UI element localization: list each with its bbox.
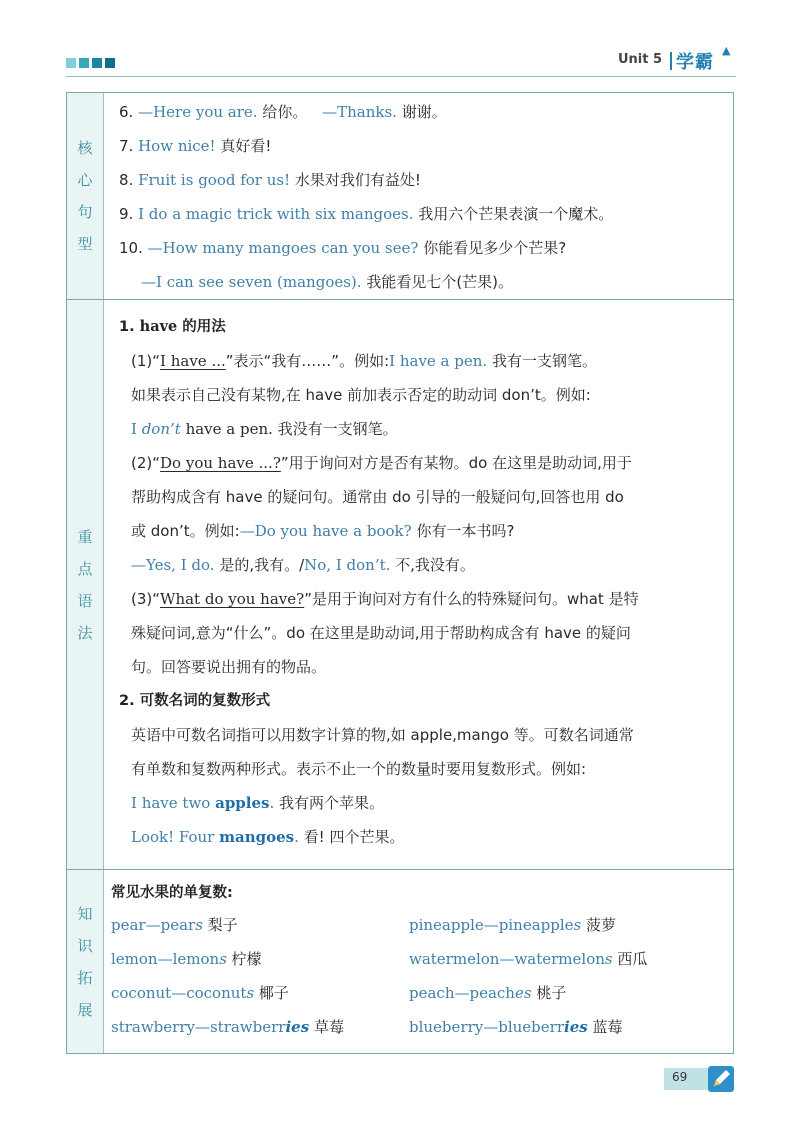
- header-rule: [66, 76, 736, 77]
- example-line: Look! Four mangoes. 看! 四个芒果。: [131, 828, 405, 846]
- example-line: I don’t have a pen. 我没有一支钢笔。: [131, 420, 398, 438]
- grammar-line: (2)“Do you have ...?”用于询问对方是否有某物。do 在这里是助动词,用于: [131, 454, 632, 472]
- grammar-line: 殊疑问词,意为“什么”。do 在这里是助动词,用于帮助构成含有 have 的疑问: [131, 624, 631, 642]
- brand-logo: 学霸: [676, 52, 714, 73]
- fruit-item: pineapple—pineapples 菠萝: [409, 916, 617, 934]
- example-line: I have two apples. 我有两个苹果。: [131, 794, 385, 812]
- grammar-line: 句。回答要说出拥有的物品。: [131, 658, 327, 676]
- sentence-line: 8. Fruit is good for us! 水果对我们有益处!: [119, 171, 421, 189]
- grammar-line: (1)“I have ...”表示“我有……”。例如:I have a pen. 我有一支钢笔。: [131, 352, 597, 370]
- header-square: [66, 58, 76, 68]
- section-label: 重 点 语 法: [67, 300, 104, 869]
- sentence-line: —I can see seven (mangoes). 我能看见七个(芒果)。: [141, 273, 514, 291]
- header-separator: [670, 52, 672, 70]
- example-line: —Yes, I do. 是的,我有。/No, I don’t. 不,我没有。: [131, 556, 475, 574]
- grammar-heading: 1. have 的用法: [119, 318, 226, 335]
- header-square: [105, 58, 115, 68]
- content-table: [66, 92, 734, 1054]
- pencil-icon: [708, 1066, 734, 1092]
- section-key-grammar: [67, 299, 733, 869]
- sentence-line: 9. I do a magic trick with six mangoes. 我用六个芒果表演一个魔术。: [119, 205, 614, 223]
- graduation-cap-icon: ▲: [722, 44, 731, 57]
- sentence-line: 7. How nice! 真好看!: [119, 137, 272, 155]
- section-knowledge-extension: [67, 869, 733, 1053]
- fruit-item: pear—pears 梨子: [111, 916, 238, 934]
- extension-heading: 常见水果的单复数:: [111, 885, 233, 901]
- header-decoration: [66, 58, 115, 68]
- grammar-line: 如果表示自己没有某物,在 have 前加表示否定的助动词 don’t。例如:: [131, 386, 591, 404]
- section-label: 核 心 句 型: [67, 93, 104, 299]
- fruit-item: strawberry—strawberries 草莓: [111, 1018, 344, 1036]
- grammar-line: 帮助构成含有 have 的疑问句。通常由 do 引导的一般疑问句,回答也用 do: [131, 488, 624, 506]
- grammar-line: 英语中可数名词指可以用数字计算的物,如 apple,mango 等。可数名词通常: [131, 726, 634, 744]
- header-square: [79, 58, 89, 68]
- fruit-item: watermelon—watermelons 西瓜: [409, 950, 648, 968]
- section-label: 知 识 拓 展: [67, 870, 104, 1053]
- sentence-line: 10. —How many mangoes can you see? 你能看见多少个芒果?: [119, 239, 567, 257]
- fruit-item: coconut—coconuts 椰子: [111, 984, 289, 1002]
- sentence-line: 6. —Here you are. 给你。 —Thanks. 谢谢。: [119, 103, 447, 121]
- section-key-sentences: [67, 93, 733, 299]
- fruit-item: blueberry—blueberries 蓝莓: [409, 1018, 623, 1036]
- grammar-heading: 2. 可数名词的复数形式: [119, 693, 271, 709]
- unit-label: Unit 5: [618, 52, 663, 67]
- grammar-line: 或 don’t。例如:—Do you have a book? 你有一本书吗?: [131, 522, 515, 540]
- page-number: 69: [672, 1070, 688, 1084]
- header-square: [92, 58, 102, 68]
- grammar-line: (3)“What do you have?”是用于询问对方有什么的特殊疑问句。what 是特: [131, 590, 639, 608]
- fruit-item: peach—peaches 桃子: [409, 984, 567, 1002]
- grammar-line: 有单数和复数两种形式。表示不止一个的数量时要用复数形式。例如:: [131, 760, 587, 778]
- fruit-item: lemon—lemons 柠檬: [111, 950, 262, 968]
